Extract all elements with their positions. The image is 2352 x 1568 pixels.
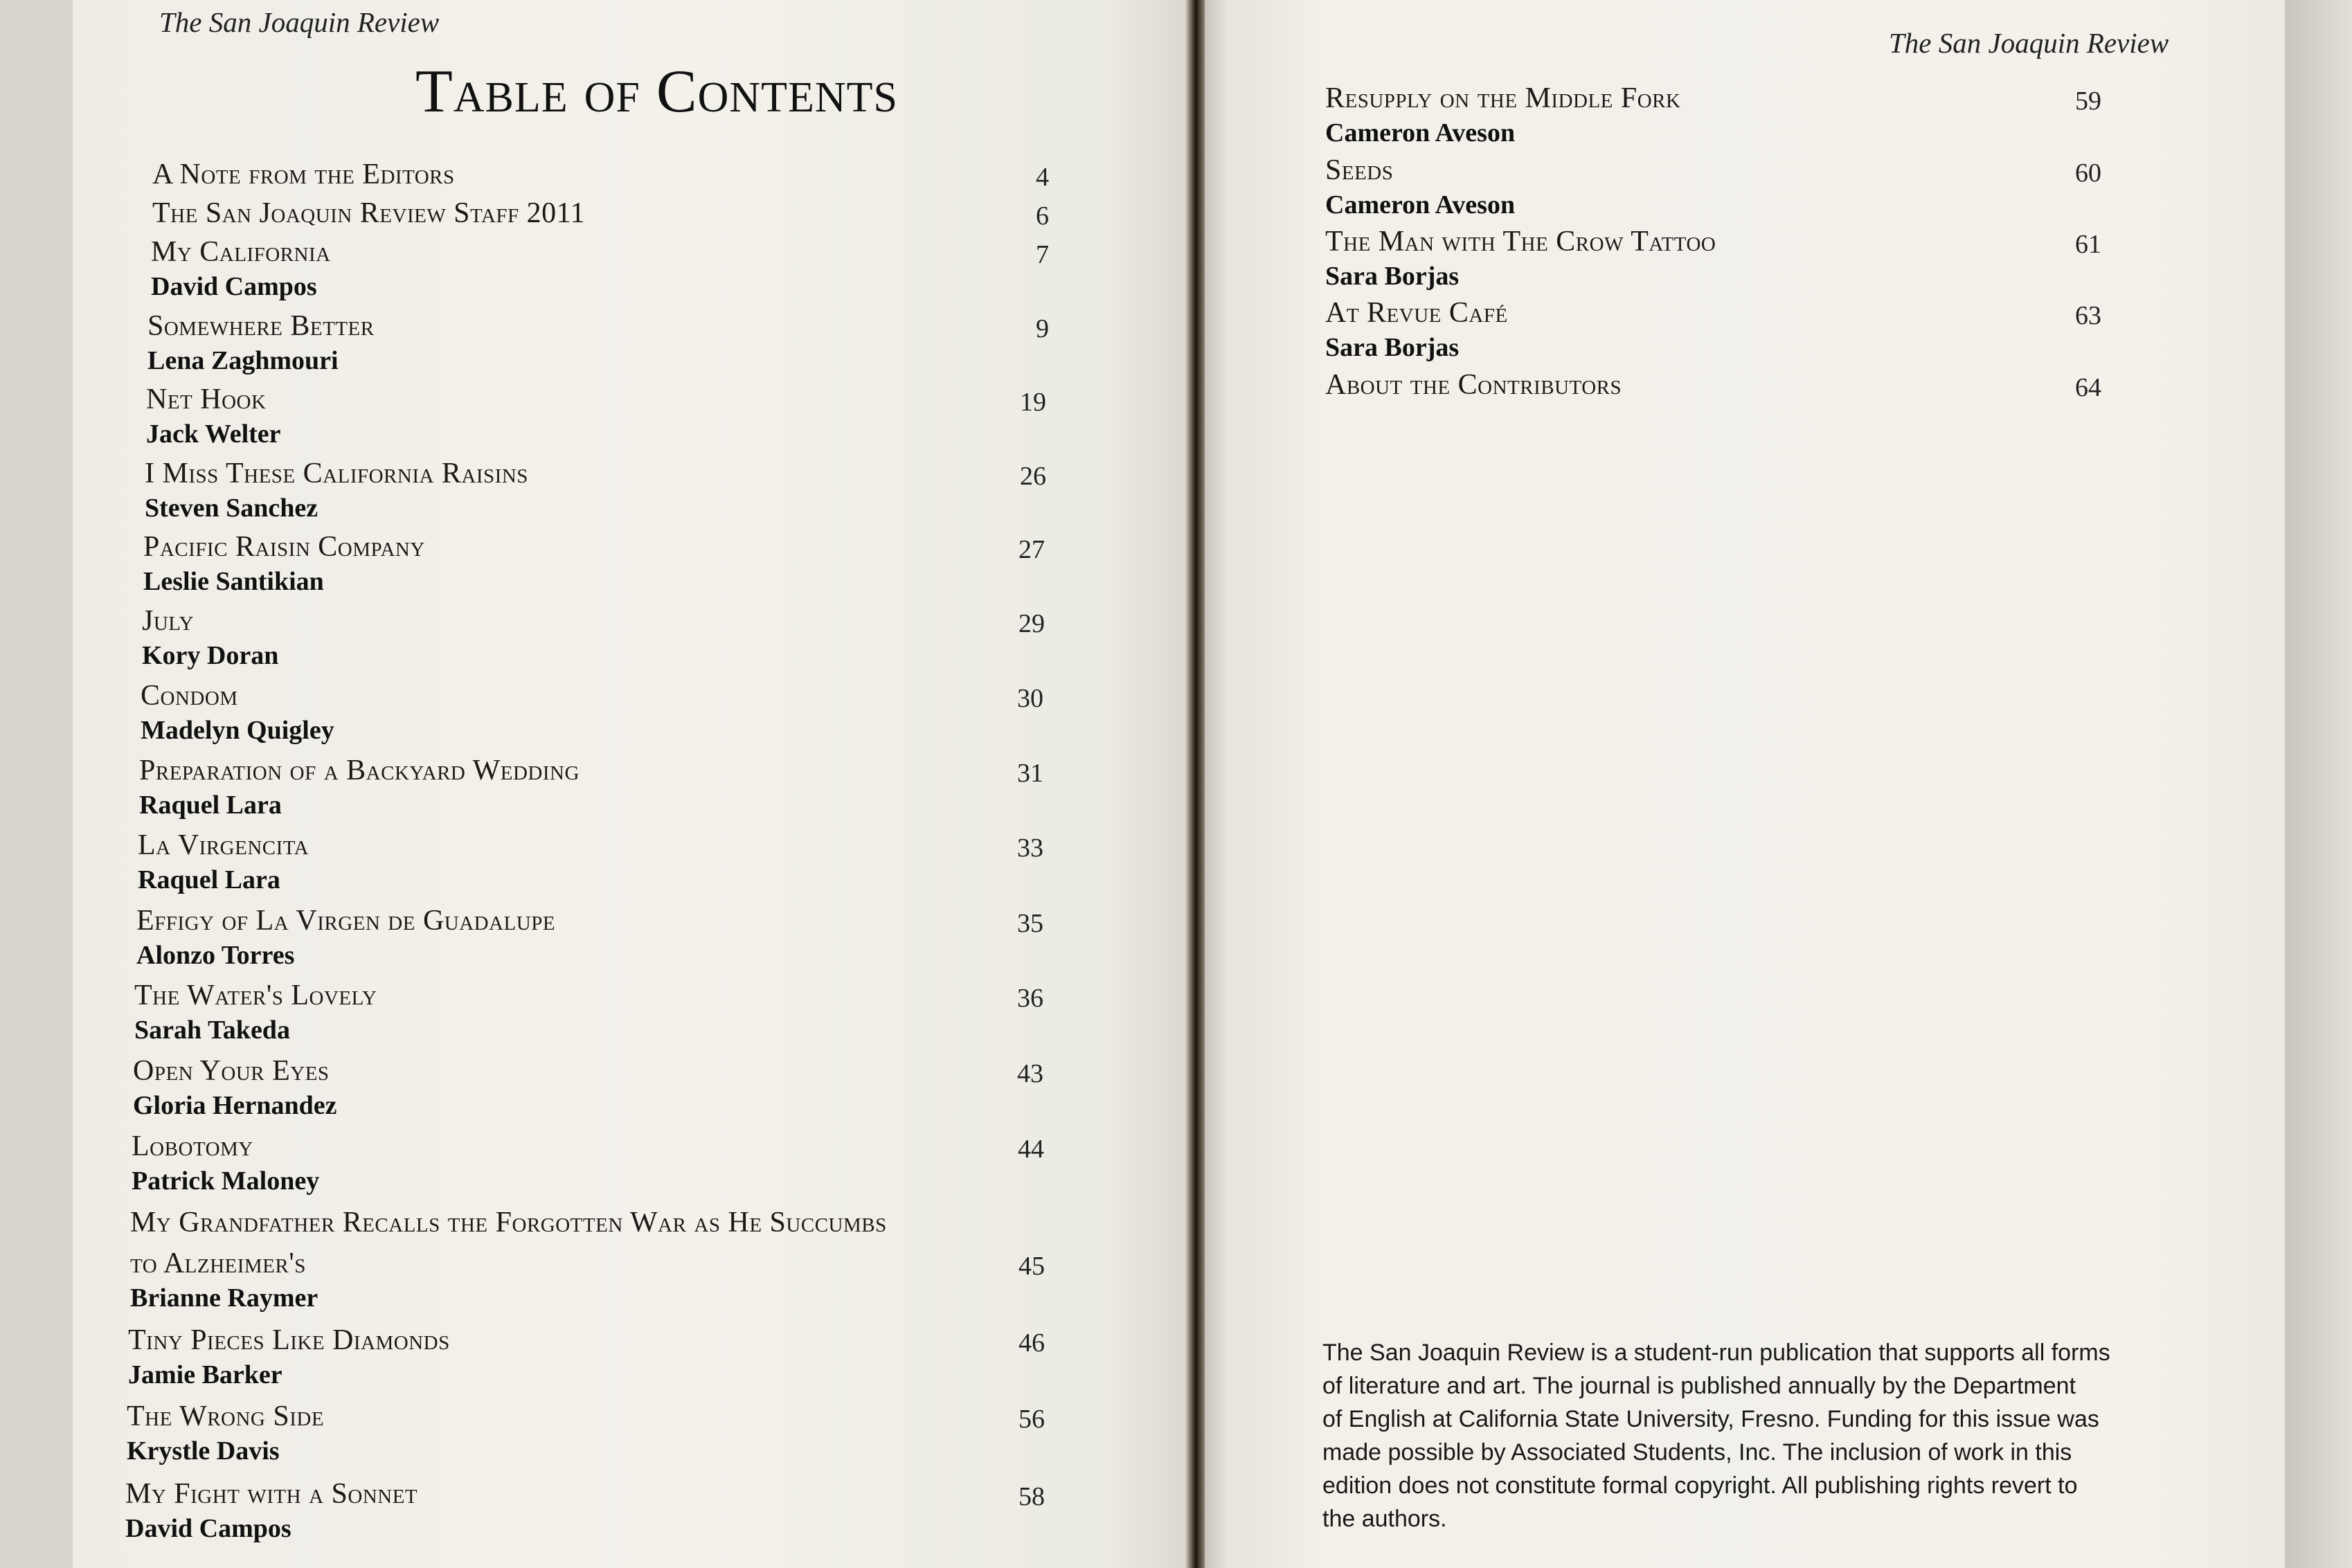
toc-entry-title: Seeds — [1325, 154, 1394, 186]
colophon-line: made possible by Associated Students, Inc. The inclusion of work in this — [1322, 1439, 2072, 1466]
toc-entry-page-number: 63 — [2075, 301, 2101, 330]
toc-entry-page-number: 58 — [1018, 1482, 1045, 1511]
toc-entry-title: My California — [151, 236, 331, 268]
page-title: Table of Contents — [415, 58, 898, 125]
toc-entry-title: Condom — [141, 680, 238, 712]
toc-entry-author: Sarah Takeda — [134, 1016, 290, 1045]
colophon-line: of literature and art. The journal is published annually by the Department — [1322, 1373, 2076, 1399]
toc-entry-title: The Water's Lovely — [134, 980, 377, 1011]
toc-entry-title: La Virgencita — [138, 829, 309, 861]
toc-entry-page-number: 6 — [1036, 201, 1049, 231]
toc-entry-author: Madelyn Quigley — [141, 716, 334, 745]
left-page — [73, 0, 1194, 1568]
toc-entry-page-number: 33 — [1017, 833, 1043, 863]
toc-entry-title-line2: to Alzheimer's — [130, 1247, 306, 1279]
toc-entry-title: At Revue Café — [1325, 297, 1508, 329]
toc-entry-title: Preparation of a Backyard Wedding — [139, 755, 580, 786]
right-page — [1194, 0, 2295, 1568]
toc-entry-page-number: 45 — [1018, 1252, 1045, 1281]
toc-entry-title: I Miss These California Raisins — [145, 458, 528, 489]
toc-entry-author: Gloria Hernandez — [133, 1091, 337, 1120]
toc-entry-page-number: 44 — [1018, 1135, 1044, 1164]
toc-entry-author: Cameron Aveson — [1325, 190, 1516, 219]
toc-entry-title: The San Joaquin Review Staff 2011 — [152, 197, 586, 229]
toc-entry-page-number: 64 — [2075, 373, 2101, 402]
toc-entry-author: Raquel Lara — [139, 791, 282, 820]
toc-entry-page-number: 30 — [1017, 684, 1043, 713]
toc-entry-page-number: 60 — [2075, 159, 2101, 188]
toc-entry-title: About the Contributors — [1325, 369, 1622, 401]
colophon-line: The San Joaquin Review is a student-run publication that supports all forms — [1322, 1340, 2110, 1366]
toc-entry-page-number: 46 — [1018, 1328, 1045, 1358]
toc-entry-author: David Campos — [151, 272, 317, 301]
toc-entry-title: The Man with The Crow Tattoo — [1325, 226, 1716, 258]
toc-entry-author: Kory Doran — [142, 641, 279, 670]
toc-entry-title: My Grandfather Recalls the Forgotten War as He Succumbs — [130, 1207, 887, 1238]
toc-entry-title: Pacific Raisin Company — [143, 531, 425, 563]
colophon-line: edition does not constitute formal copyright. All publishing rights revert to — [1322, 1472, 2078, 1499]
right-running-head: The San Joaquin Review — [1889, 27, 2169, 59]
toc-entry-author: Krystle Davis — [127, 1436, 280, 1466]
bleed-through-text — [557, 519, 601, 719]
book-spine — [1185, 0, 1205, 1568]
toc-entry-page-number: 27 — [1018, 535, 1045, 564]
toc-entry-author: Lena Zaghmouri — [147, 346, 339, 375]
toc-entry-page-number: 26 — [1020, 462, 1046, 491]
toc-entry-author: Jack Welter — [146, 420, 281, 449]
toc-entry-page-number: 7 — [1036, 240, 1049, 269]
toc-entry-author: Cameron Aveson — [1325, 118, 1516, 147]
toc-entry-author: Jamie Barker — [128, 1360, 282, 1389]
colophon — [1322, 1336, 2236, 1535]
toc-entry-author: Brianne Raymer — [130, 1283, 318, 1313]
toc-entry-author: Steven Sanchez — [145, 494, 318, 523]
toc-entry-page-number: 4 — [1036, 163, 1049, 192]
toc-entry-title: Open Your Eyes — [133, 1055, 330, 1087]
toc-entry-author: Sara Borjas — [1325, 262, 1460, 291]
toc-entry-page-number: 36 — [1017, 984, 1043, 1013]
toc-entry-author: Sara Borjas — [1325, 333, 1460, 362]
toc-entry-title: July — [142, 605, 195, 637]
toc-entry-title: My Fight with a Sonnet — [125, 1478, 418, 1510]
toc-entry-page-number: 31 — [1017, 759, 1043, 788]
page-edge — [2285, 0, 2352, 1568]
toc-entry-page-number: 43 — [1017, 1059, 1043, 1088]
toc-entry-title: Lobotomy — [132, 1130, 253, 1162]
left-running-head: The San Joaquin Review — [159, 6, 440, 38]
toc-entry-title: Somewhere Better — [147, 310, 375, 342]
toc-entry-page-number: 35 — [1017, 909, 1043, 938]
toc-entry-title: Effigy of La Virgen de Guadalupe — [136, 905, 556, 937]
toc-entry-author: Alonzo Torres — [136, 941, 295, 970]
toc-entry-author: Leslie Santikian — [143, 567, 324, 596]
toc-entry-title: A Note from the Editors — [152, 159, 455, 190]
toc-entry-title: Tiny Pieces Like Diamonds — [128, 1324, 450, 1356]
toc-entry-author: David Campos — [125, 1514, 291, 1543]
toc-entry-title: Resupply on the Middle Fork — [1325, 82, 1681, 114]
toc-entry-page-number: 59 — [2075, 87, 2101, 116]
colophon-line: the authors. — [1322, 1506, 1447, 1532]
toc-entry-author: Patrick Maloney — [132, 1166, 320, 1196]
toc-entry-page-number: 61 — [2075, 230, 2101, 259]
colophon-line: of English at California State University, Fresno. Funding for this issue was — [1322, 1406, 2099, 1432]
toc-entry-title: Net Hook — [146, 384, 267, 415]
toc-entry-title: The Wrong Side — [127, 1400, 325, 1432]
toc-entry-author: Raquel Lara — [138, 865, 280, 894]
toc-entry-page-number: 9 — [1036, 314, 1049, 343]
toc-entry-page-number: 56 — [1018, 1405, 1045, 1434]
toc-entry-page-number: 19 — [1020, 388, 1046, 417]
toc-entry-page-number: 29 — [1018, 609, 1045, 638]
